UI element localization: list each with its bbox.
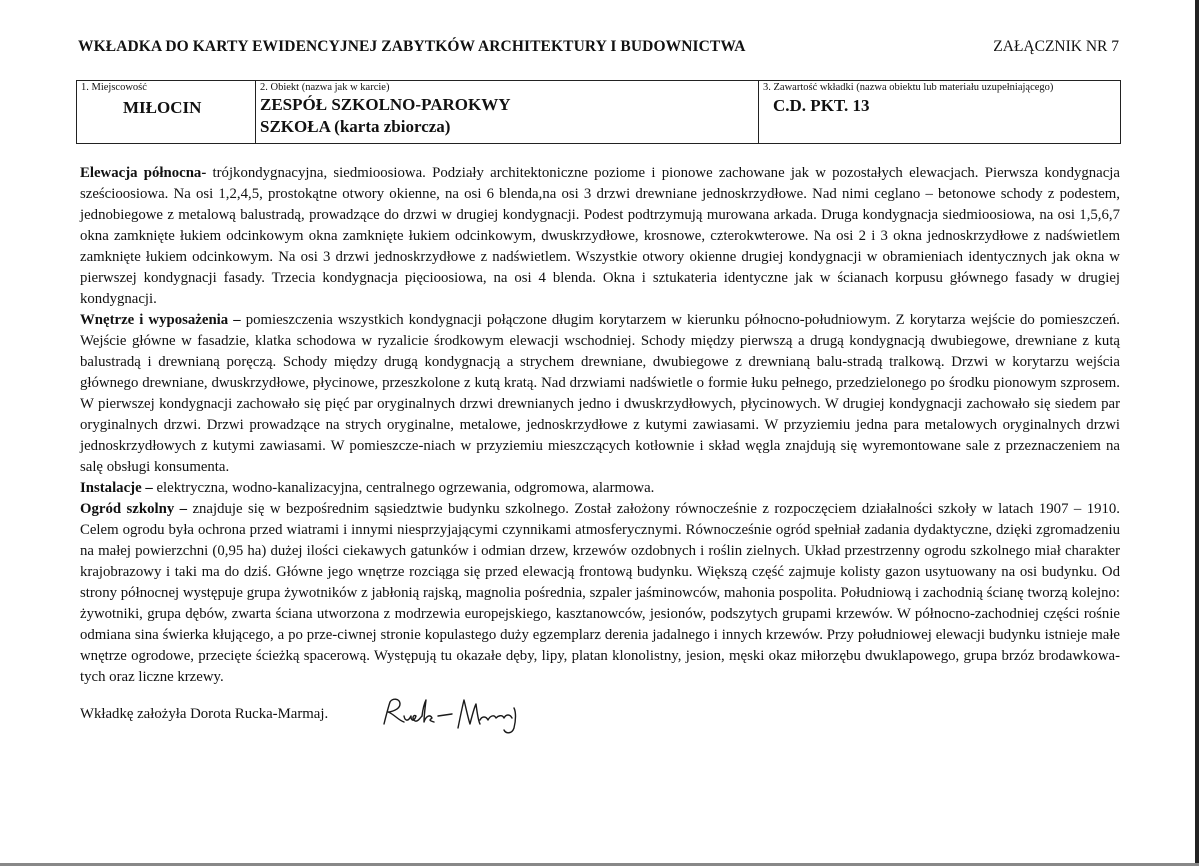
metadata-table	[76, 80, 1121, 144]
handwritten-signature	[378, 694, 548, 736]
attachment-number: ZAŁĄCZNIK NR 7	[993, 38, 1119, 55]
section-school-garden	[80, 499, 1120, 688]
section-text: elektryczna, wodno-kanalizacyjna, centralnego ogrzewania, odgromowa, alarmowa.	[152, 480, 655, 496]
content-cell	[759, 81, 1121, 144]
section-north-elevation	[80, 163, 1120, 310]
section-text: znajduje się w bezpośrednim sąsiedztwie budynku szkolnego. Został założony równocześnie z rozpoczęciem działalności szkoły w latach 1907 – 1910. Celem ogrodu była ochrona przed wiatrami i innymi niesprzyjającymi czynnikami atmosferycznymi. Równocześnie ogród spełniał zadania dydaktyczne, dzięki zgromadzeniu na małej powierzchni (0,95 ha) dużej ilości ciekawych gatunków i odmian drzew, krzewów ozdobnych i roślin zielnych. Układ przestrzenny ogrodu szkolnego miał charakter krajobrazowy i taki ma do dziś. Główne jego wnętrze rozciąga się przed elewacją frontową budynku. Większą część zajmuje kolisty gazon usytuowany na osi budynku. Od strony północnej występuje grupa żywotników z jabłonią rajską, magnolia pośrednia, szpaler jaśminowców, mahonia pospolita. Południową i zachodnią ścianę tworzą kolejno: żywotniki, grupa dębów, zwarta ściana utworzona z modrzewia europejskiego, kasztanowców, jesionów, podszytych grupami krzewów. W północno-zachodniej części rośnie odmiana sina świerka kłującego, a po prze-ciwnej stronie kopulastego duży egzemplarz derenia jadalnego i innych krzewów. Przy południowej elewacji budynku istnieje małe wnętrze ogrodowe, przecięte ścieżką spacerową. Występują tu okazałe dęby, lipy, platan klonolistny, jesion, męski okaz miłorzębu dwuklapowego, grupa brzóz brodawkowa-tych oraz liczne krzewy.	[80, 501, 1121, 685]
content-value: C.D. PKT. 13	[773, 96, 870, 115]
object-cell	[256, 81, 759, 144]
object-value-line2: SZKOŁA (karta zbiorcza)	[260, 117, 451, 136]
section-lead: Wnętrze i wyposażenia –	[80, 312, 241, 328]
section-text: trójkondygnacyjna, siedmioosiowa. Podziały architektoniczne poziome i pionowe zachowane jak w pozostałych elewacjach. Pierwsza kondygnacja sześcioosiowa. Na osi 1,2,4,5, prostokątne otwory okienne, na osi 6 blenda,na osi 3 drzwi drewniane jednoskrzydłowe. Nad nimi ceglano – betonowe schody z podestem, jednobiegowe z metalową balustradą, prowadzące do drzwi w drugiej kondygnacji. Podest podtrzymują murowana arkada. Druga kondygnacja siedmioosiowa, na osi 1,5,6,7 okna zamknięte łukiem odcinkowym okna zamknięte łukiem odcinkowym, dwuskrzydłowe, krosnowe, czterokwterowe. Na osi 2 i 3 okna jednoskrzydłowe z nadświetlem zamknięte łukiem odcinkowym. Na osi 3 drzwi jednoskrzydłowe z nadświetlem. Wszystkie otwory okienne drugiej kondygnacji w obramieniach identycznych jak okna w pierwszej kondygnacji fasady. Trzecia kondygnacja pięcioosiowa, na osi 4 blenda. Okna i sztukateria identyczne jak w ścianach korpusu głównego fasady w drugiej kondygnacji.	[80, 165, 1120, 307]
author-line: Wkładkę założyła Dorota Rucka-Marmaj.	[80, 706, 329, 722]
section-interior	[80, 310, 1120, 478]
section-lead: Instalacje –	[80, 480, 153, 496]
place-label: 1. Miejscowość	[81, 82, 147, 93]
section-lead: Ogród szkolny –	[80, 501, 188, 517]
place-value: MIŁOCIN	[123, 98, 202, 117]
content-label: 3. Zawartość wkładki (nazwa obiektu lub materiału uzupełniającego)	[763, 82, 1054, 93]
section-text: pomieszczenia wszystkich kondygnacji połączone długim korytarzem w kierunku północno-południowym. Z korytarza wejście do pomieszczeń. Wejście główne w fasadzie, klatka schodowa w ryzalicie środkowym elewacji wschodniej. Schody między pierwszą a drugą kondygnacją dwubiegowe, drewniane z kutą balustradą i drewnianą poręczą. Schody między drugą kondygnacją a strychem drewniane, dwubiegowe z drewnianą balu-stradą tralkową. Drzwi w korytarzu wejścia głównego drewniane, dwuskrzydłowe, płycinowe, przeszkolone z kutą kratą. Nad drzwiami nadświetle o formie łuku pełnego, przedzielonego po środku pionowym szprosem. W pierwszej kondygnacji zachowało się pięć par oryginalnych drzwi drewnianych jedno i dwuskrzydłowych, płycinowych. W drugiej kondygnacji zachowało się siedem par oryginalnych drzwi. Drzwi prowadzące na strych oryginalne, metalowe, jednoskrzydłowe z kutymi zawiasami. W przyziemiu jedna para metalowych oryginalnych drzwi jednoskrzydłowych z kutymi zawiasami. W pomieszcze-niach w przyziemiu mieszczących kotłownie i skład węgla znajdują się wyremontowane sale z przeznaczeniem na salę obsługi konsumenta.	[80, 312, 1120, 475]
section-installations	[80, 478, 1120, 499]
object-label: 2. Obiekt (nazwa jak w karcie)	[260, 82, 390, 93]
place-cell	[77, 81, 256, 144]
document-title: WKŁADKA DO KARTY EWIDENCYJNEJ ZABYTKÓW ARCHITEKTURY I BUDOWNICTWA	[78, 38, 746, 55]
document-body	[80, 163, 1120, 688]
scan-edge-right	[1195, 0, 1199, 866]
object-value-line1: ZESPÓŁ SZKOLNO-PAROKWY	[260, 95, 511, 114]
section-lead: Elewacja północna-	[80, 165, 207, 181]
